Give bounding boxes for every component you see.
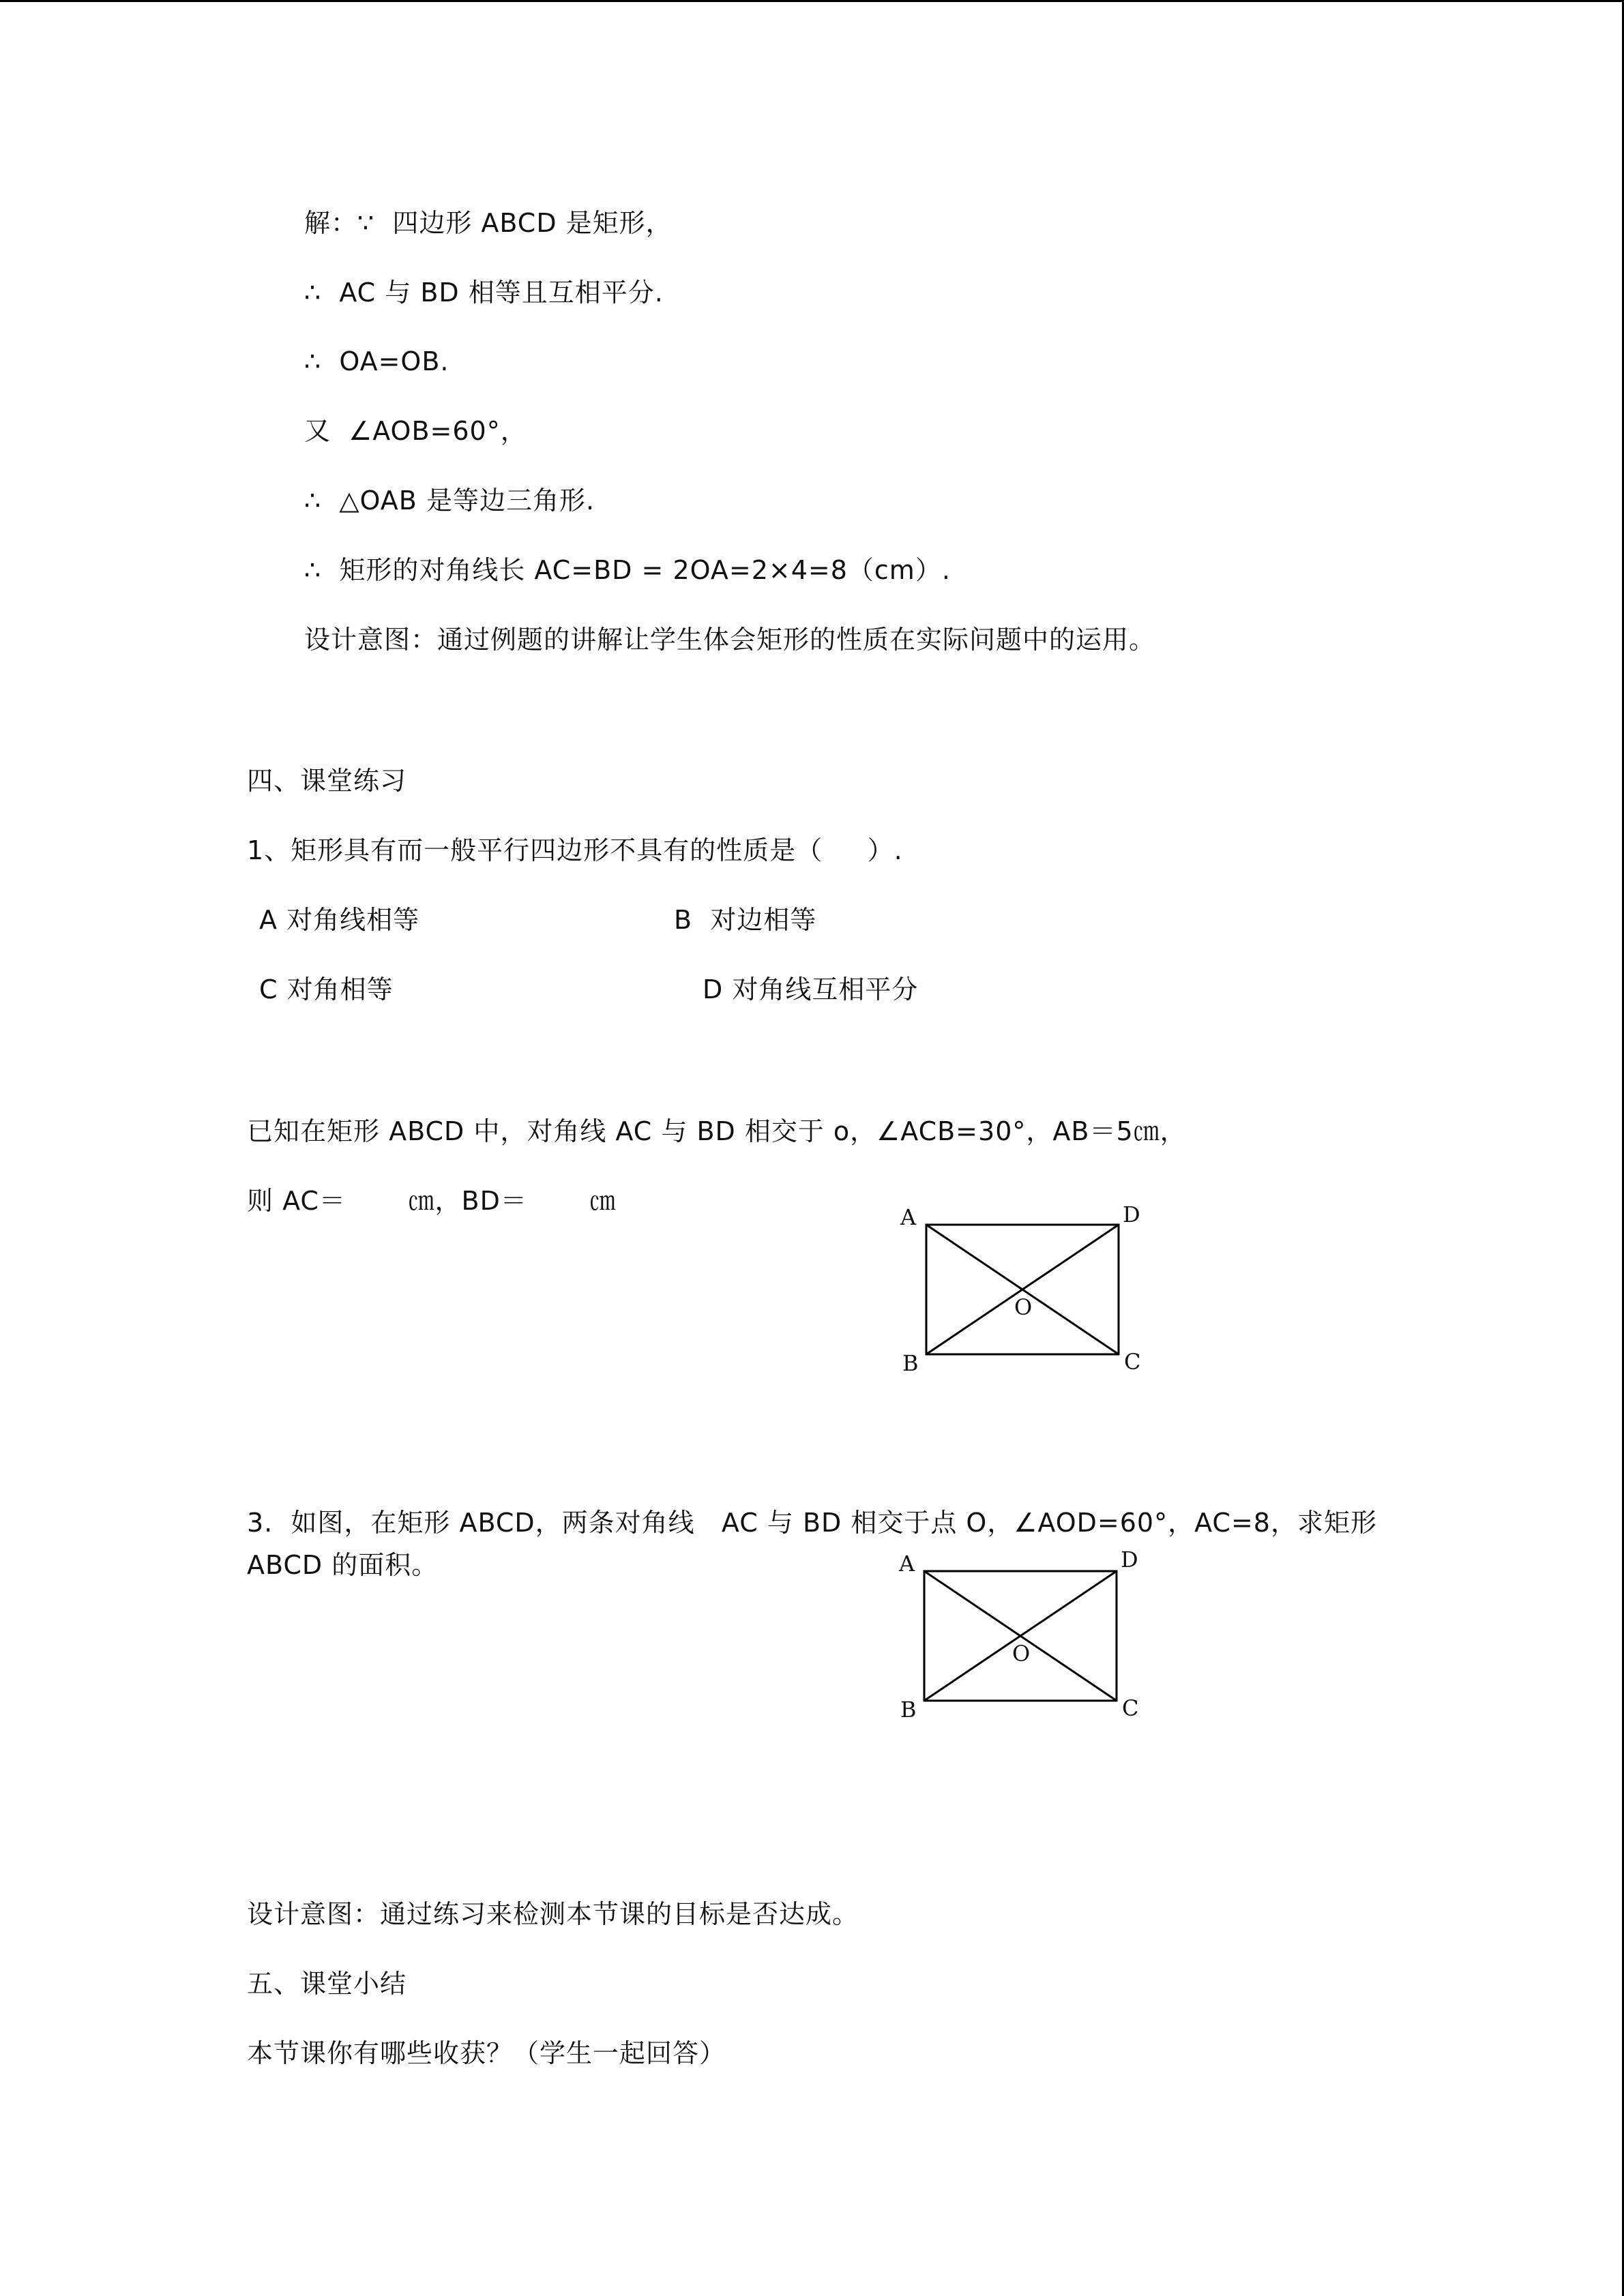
q1-option-b: B 对边相等 <box>674 905 817 935</box>
solution-line-4: 又 ∠AOB=60°， <box>304 416 527 446</box>
q1-option-c: C 对角相等 <box>259 974 394 1004</box>
fig2-label-c: C <box>1122 1695 1139 1721</box>
q1-stem: 1、矩形具有而一般平行四边形不具有的性质是（ ）. <box>247 835 903 865</box>
rectangle-figure-2 <box>922 1569 1120 1705</box>
solution-line-5: ∴ △OAB 是等边三角形. <box>304 486 595 516</box>
fig2-label-a: A <box>899 1551 915 1577</box>
solution-line-1: 解：∵ 四边形 ABCD 是矩形， <box>304 208 673 238</box>
solution-line-6: ∴ 矩形的对角线长 AC=BD = 2OA=2×4=8（cm）. <box>304 555 951 585</box>
solution-line-2: ∴ AC 与 BD 相等且互相平分. <box>304 278 664 308</box>
practice-design-intent: 设计意图：通过练习来检测本节课的目标是否达成。 <box>247 1899 859 1929</box>
fig1-label-b: B <box>902 1350 919 1376</box>
q1-option-a: A 对角线相等 <box>259 905 420 935</box>
q1-option-d: D 对角线互相平分 <box>703 974 919 1004</box>
q2-stem: 已知在矩形 ABCD 中，对角线 AC 与 BD 相交于 o，∠ACB=30°，AB＝5㎝， <box>247 1116 1187 1146</box>
fig1-label-a: A <box>900 1204 917 1230</box>
fig2-label-b: B <box>900 1697 917 1723</box>
solution-line-3: ∴ OA=OB. <box>304 346 449 376</box>
q3-stem-continued: ABCD 的面积。 <box>247 1550 439 1580</box>
q3-stem: 3. 如图，在矩形 ABCD，两条对角线 AC 与 BD 相交于点 O，∠AOD=60°，AC=8，求矩形 <box>247 1508 1377 1538</box>
fig1-label-o: O <box>1014 1294 1033 1320</box>
fig2-label-o: O <box>1012 1641 1031 1667</box>
fig1-label-c: C <box>1124 1349 1141 1375</box>
fig2-label-d: D <box>1121 1547 1138 1572</box>
fig1-label-d: D <box>1123 1202 1140 1227</box>
summary-heading: 五、课堂小结 <box>247 1969 407 1999</box>
q2-ask: 则 AC＝ ㎝，BD＝ ㎝ <box>247 1186 617 1216</box>
solution-design-intent: 设计意图：通过例题的讲解让学生体会矩形的性质在实际问题中的运用。 <box>304 625 1156 655</box>
summary-question: 本节课你有哪些收获？（学生一起回答） <box>247 2038 726 2068</box>
rectangle-figure-1 <box>924 1223 1122 1359</box>
practice-heading: 四、课堂练习 <box>247 766 407 796</box>
